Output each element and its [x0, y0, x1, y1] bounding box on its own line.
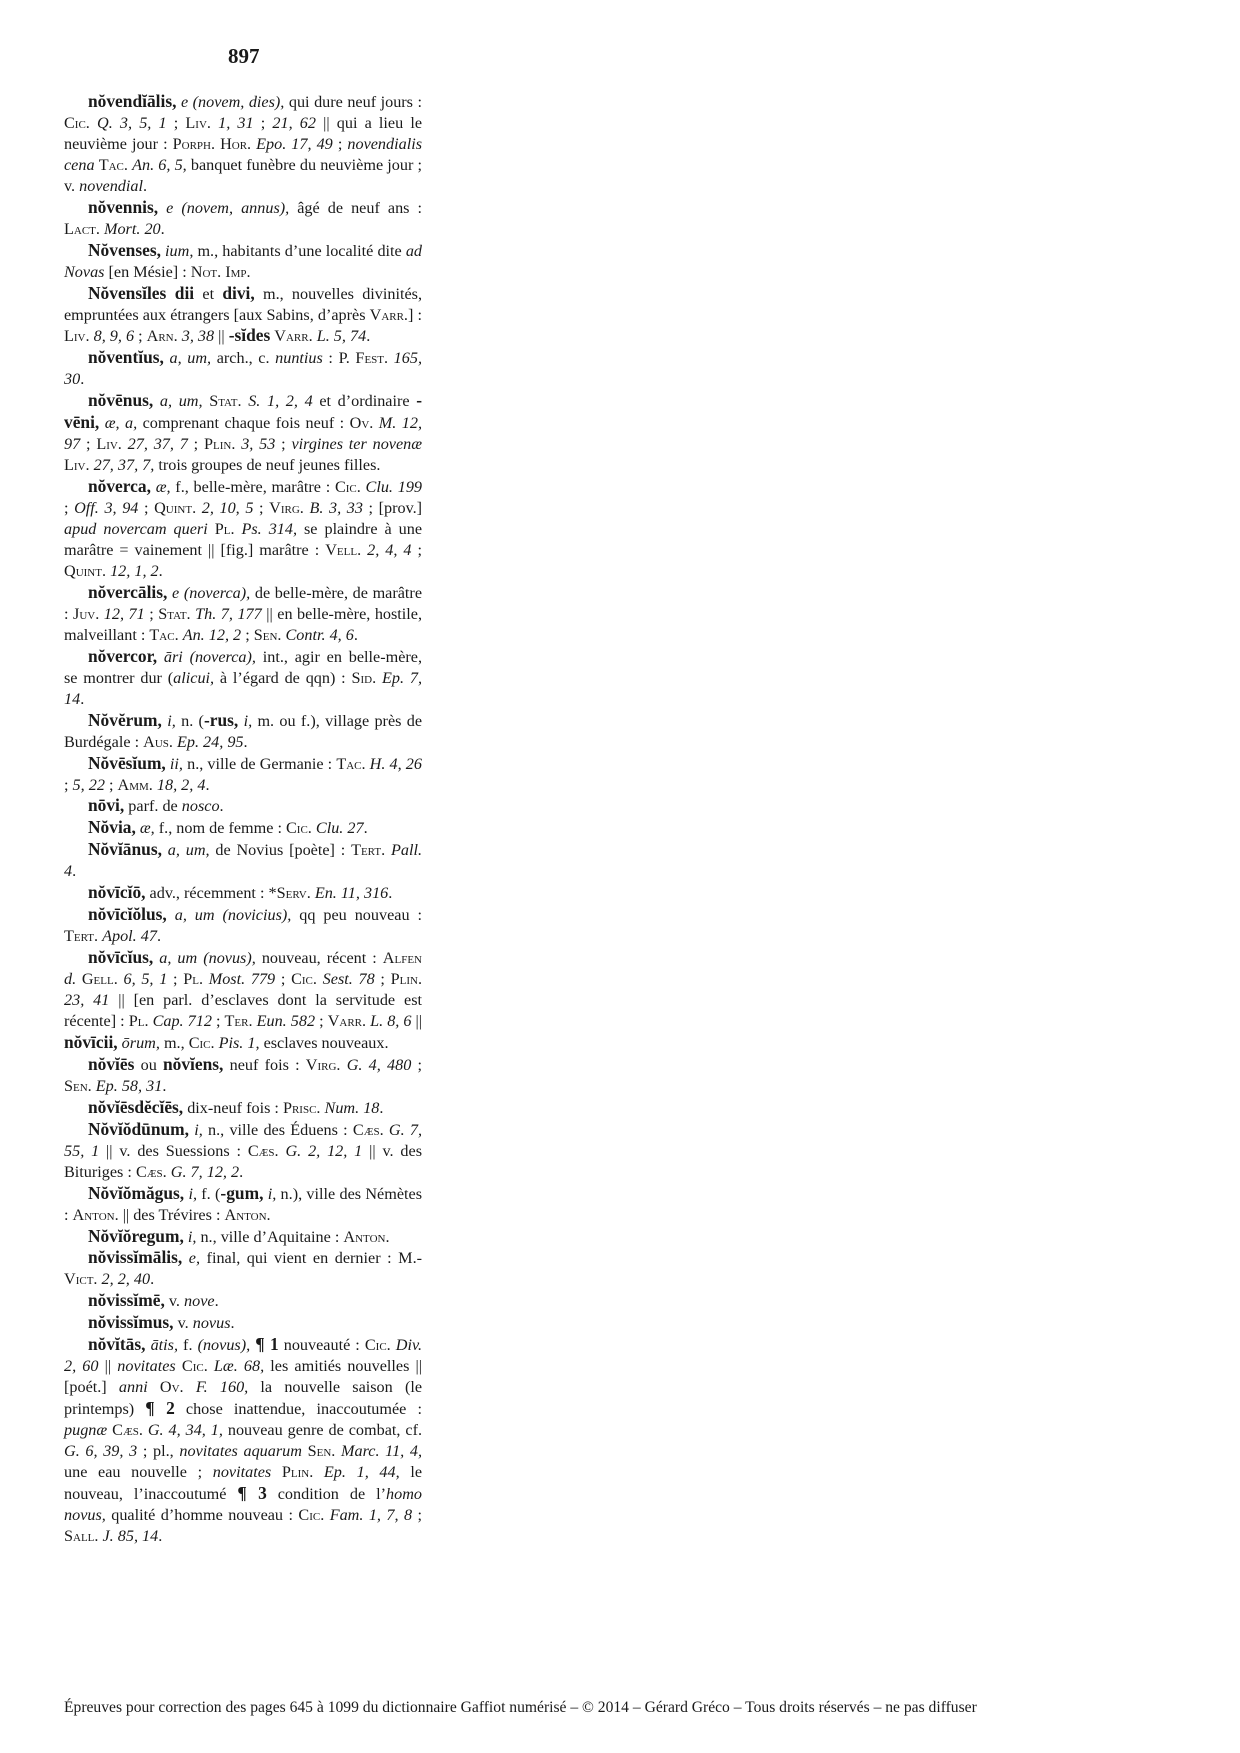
copyright-footer: Épreuves pour correction des pages 645 à 1099 du dictionnaire Gaffiot numérisé – © 2014 – Gérard Gréco – Tous droits réservés – ne pas diffuser — [64, 1699, 977, 1716]
dictionary-entry: Nŏvia, æ, f., nom de femme : Cic. Clu. 27. — [88, 817, 368, 838]
dictionary-entry: nŏvissĭmus, v. novus. — [88, 1312, 235, 1333]
dictionary-entry: nŏvīcĭŏlus, a, um (novicius), qq peu nouveau : Tert. Apol. 47. — [64, 904, 422, 946]
dictionary-entry: nŏvīcĭō, adv., récemment : *Serv. En. 11, 316. — [88, 882, 393, 903]
dictionary-entry: Nŏvensĭles dii et divi, m., nouvelles divinités, empruntées aux étrangers [aux Sabins, d’après Varr.] : Liv. 8, 9, 6 ; Arn. 3, 38 || -sĭdes Varr. L. 5, 74. — [64, 282, 423, 346]
dictionary-entry: Nŏvenses, ium, m., habitants d’une localité dite ad Novas [en Mésie] : Not. Imp. — [64, 239, 422, 281]
dictionary-entry: Nŏvĭŏregum, i, n., ville d’Aquitaine : Anton. — [88, 1225, 390, 1246]
dictionary-entry: nŏvīcĭus, a, um (novus), nouveau, récent : Alfen d. Gell. 6, 5, 1 ; Pl. Most. 779 ; Cic. Sest. 78 ; Plin. 23, 41 || [en parl. d’esclaves dont la servitude est récente] : Pl. Cap. 712 ; Ter. Eun. 582 ; Varr. L. 8, 6 || nŏvīcii, ōrum, m., Cic. Pis. 1, esclaves nouveaux. — [64, 947, 423, 1052]
dictionary-entry: nōvi, parf. de nosco. — [88, 795, 224, 816]
dictionary-entry: Nŏvĭānus, a, um, de Novius [poète] : Tert. Pall. 4. — [64, 839, 422, 881]
dictionary-entry: Nŏvĕrum, i, n. (-rus, i, m. ou f.), village près de Burdégale : Aus. Ep. 24, 95. — [64, 709, 423, 751]
dictionary-entry: Nŏvĭŏdūnum, i, n., ville des Éduens : Cæs. G. 7, 55, 1 || v. des Suessions : Cæs. G. 2, 12, 1 || v. des Bituriges : Cæs. G. 7, 12, 2. — [64, 1118, 423, 1181]
dictionary-entry: nŏvercālis, e (noverca), de belle-mère, de marâtre : Juv. 12, 71 ; Stat. Th. 7, 177 || en belle-mère, hostile, malveillant : Tac. An. 12, 2 ; Sen. Contr. 4, 6. — [64, 581, 423, 644]
dictionary-entry: nŏventĭus, a, um, arch., c. nuntius : P. Fest. 165, 30. — [64, 347, 422, 389]
dictionary-entry: nŏvĭtās, ātis, f. (novus), ¶ 1 nouveauté : Cic. Div. 2, 60 || novitates Cic. Læ. 68, les amitiés nouvelles || [poét.] anni Ov. F. 160, la nouvelle saison (le printemps) ¶ 2 chose inattendue, inaccoutumée : pugnæ Cæs. G. 4, 34, 1, nouveau genre de combat, cf. G. 6, 39, 3 ; pl., novitates aquarum Sen. Marc. 11, 4, une eau nouvelle ; novitates Plin. Ep. 1, 44, le nouveau, l’inaccoutumé ¶ 3 condition de l’homo novus, qualité d’homme nouveau : Cic. Fam. 1, 7, 8 ; Sall. J. 85, 14. — [64, 1334, 423, 1545]
page-number: 897 — [228, 44, 260, 68]
dictionary-entry: nŏvendĭālis, e (novem, dies), qui dure neuf jours : Cic. Q. 3, 5, 1 ; Liv. 1, 31 ; 21, 62 || qui a lieu le neuvième jour : Porph. Hor. Epo. 17, 49 ; novendialis cena Tac. An. 6, 5, banquet funèbre du neuvième jour ; v. novendial. — [64, 91, 423, 195]
dictionary-entry: nŏvercor, āri (noverca), int., agir en belle-mère, se montrer dur (alicui, à l’égard de qqn) : Sid. Ep. 7, 14. — [64, 645, 423, 708]
dictionary-entry: nŏvissĭmē, v. nove. — [88, 1290, 219, 1311]
dictionary-entry: nŏvĭēsdĕcĭēs, dix-neuf fois : Prisc. Num. 18. — [88, 1096, 384, 1117]
dictionary-entry: nŏverca, æ, f., belle-mère, marâtre : Cic. Clu. 199 ; Off. 3, 94 ; Quint. 2, 10, 5 ; Virg. B. 3, 33 ; [prov.] apud novercam queri Pl. Ps. 314, se plaindre à une marâtre = vainement || [fig.] marâtre : Vell. 2, 4, 4 ; Quint. 12, 1, 2. — [64, 476, 423, 580]
dictionary-entry: nŏvennis, e (novem, annus), âgé de neuf ans : Lact. Mort. 20. — [64, 196, 422, 238]
dictionary-entry: Nŏvĭŏmăgus, i, f. (-gum, i, n.), ville des Némètes : Anton. || des Trévires : Anton. — [64, 1182, 423, 1224]
dictionary-entry: Nŏvēsĭum, ii, n., ville de Germanie : Tac. H. 4, 26 ; 5, 22 ; Amm. 18, 2, 4. — [64, 752, 422, 794]
dictionary-entry: nŏvēnus, a, um, Stat. S. 1, 2, 4 et d’ordinaire -vēni, æ, a, comprenant chaque fois neuf : Ov. M. 12, 97 ; Liv. 27, 37, 7 ; Plin. 3, 53 ; virgines ter novenæ Liv. 27, 37, 7, trois groupes de neuf jeunes filles. — [64, 390, 423, 475]
dictionary-entry: nŏvĭēs ou nŏvĭens, neuf fois : Virg. G. 4, 480 ; Sen. Ep. 58, 31. — [64, 1053, 423, 1095]
dictionary-column — [64, 91, 422, 1547]
dictionary-entry: nŏvissĭmālis, e, final, qui vient en dernier : M.-Vict. 2, 2, 40. — [64, 1247, 423, 1289]
